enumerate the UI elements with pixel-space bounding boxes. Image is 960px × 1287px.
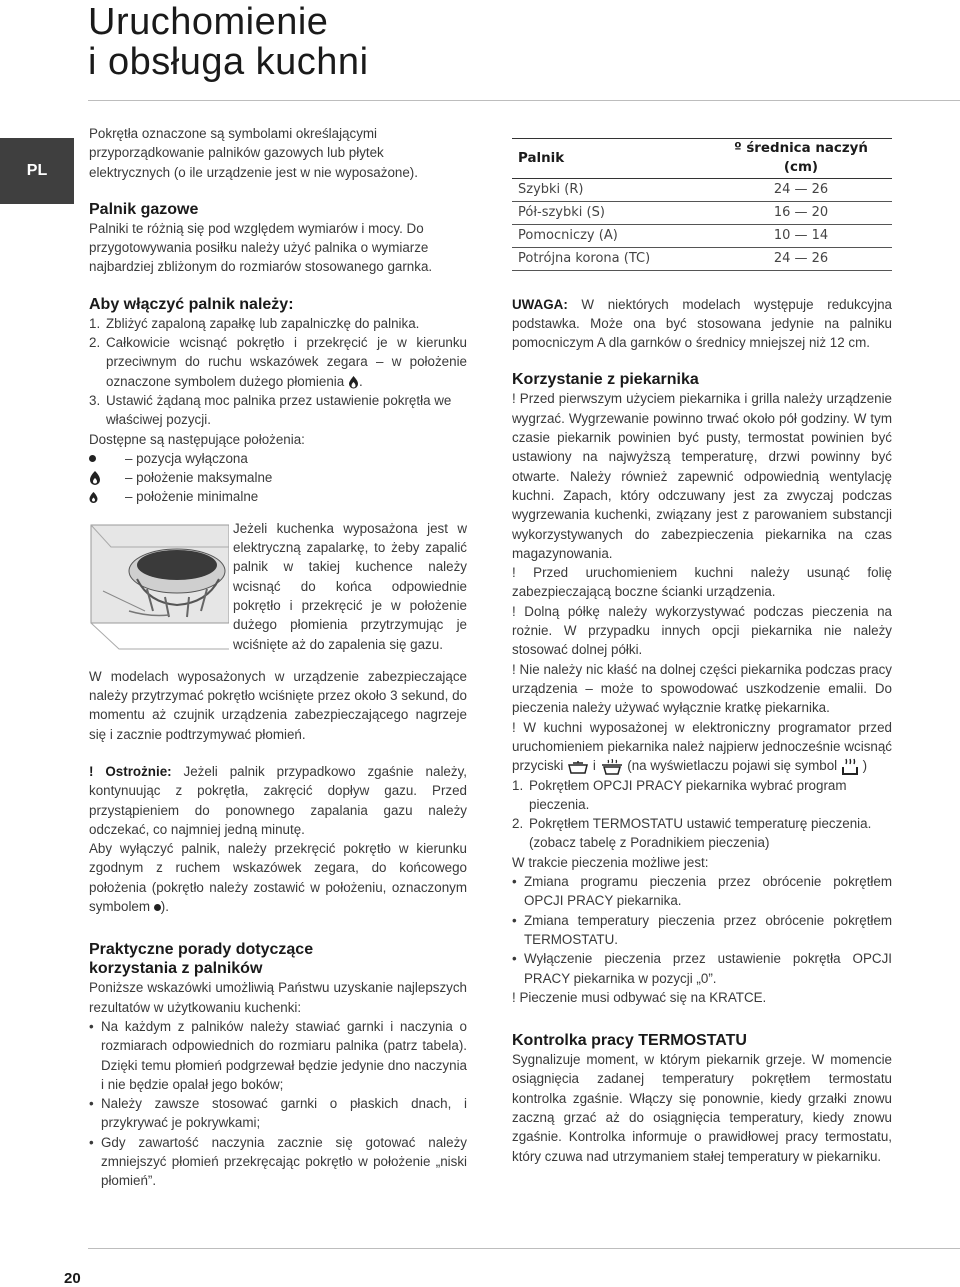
column-header: º średnica naczyń (cm): [710, 139, 892, 179]
oven-step: 2. Pokrętłem TERMOSTATU ustawić temperaturę pieczenia. (zobacz tabelę z Poradnikiem pieczenia): [512, 816, 872, 851]
thermostat-heading: Kontrolka pracy TERMOSTATU: [512, 1032, 747, 1050]
oven-paragraph: ! Dolną półkę należy wykorzystywać podczas pieczenia na rożnie. W przypadku innych opcji piekarnika nie należy stosować dolnej półki.: [512, 603, 892, 658]
safety-device-text: W modelach wyposażonych w urządzenie zabezpieczające należy przytrzymać pokrętło wciśnięte przez około 3 sekund, do momentu aż czujnik urządzenia zabezpieczającego nagrzeje się i zacznie podtrzymywać płomień.: [89, 668, 467, 742]
thermostat-text: Sygnalizuje moment, w którym piekarnik grzeje. W momencie osiągnięcia zadanej temperatury pokrętłem termostatu kontrolka zgaśnie. Włączy się ponownie, kiedy grzałki znowu zaczną grzać aż do osiągnięcia temperatury, kiedy znowu zgaśnie. Kontrolka informuje o prawidłowej pracy termostatu, który czuwa nad utrzymaniem stałej temperatury w piekarniku.: [512, 1052, 892, 1164]
step-item: 1. Zbliżyć zapaloną zapałkę lub zapalniczkę do palnika.: [89, 315, 420, 331]
header-rule: [88, 100, 960, 101]
oven-heading: Korzystanie z piekarnika: [512, 371, 699, 389]
page-title: [88, 2, 369, 82]
table-row: Pomocniczy (A) 10 — 14: [512, 224, 892, 247]
left-column: [89, 124, 467, 1191]
grid-note: ! Pieczenie musi odbywać się na KRATCE.: [512, 989, 767, 1005]
oven-paragraph: ! Nie należy nic kłaść na dolnej części piekarnika podczas pracy urządzenia – może to spowodować uszkodzenie emalii. Do pieczenia należy używać wyłącznie kratkę piekarnika.: [512, 661, 892, 716]
small-flame-icon: [89, 492, 98, 503]
positions-intro: Dostępne są następujące położenia:: [89, 431, 305, 447]
position-max: – położenie maksymalne: [89, 468, 467, 487]
gas-burner-heading: Palnik gazowe: [89, 200, 199, 218]
during-item: • Wyłączenie pieczenia przez ustawienie pokrętła OPCJI PRACY piekarnika w pozycji „0”.: [512, 951, 892, 986]
large-flame-icon: [89, 471, 101, 485]
step-item: 3. Ustawić żądaną moc palnika przez ustawienie pokrętła we właściwej pozycji.: [89, 392, 452, 428]
table-header-row: [512, 139, 892, 179]
step-item: 2. Całkowicie wcisnąć pokrętło i przekręcić je w kierunku przeciwnym do ruchu wskazówek zegara – w położenie oznaczone symbolem dużego płomienia .: [89, 335, 467, 389]
oven-step: 1. Pokrętłem OPCJI PRACY piekarnika wybrać program pieczenia.: [512, 777, 847, 812]
burner-table: [512, 138, 892, 271]
position-off: – pozycja wyłączona: [89, 449, 467, 468]
during-item: • Zmiana programu pieczenia przez obrócenie pokrętłem OPCJI PRACY piekarnika.: [512, 874, 892, 909]
title-line-2: i obsługa kuchni: [88, 41, 369, 83]
column-header: Palnik: [512, 139, 710, 179]
gas-burner-text: Palniki te różnią się pod względem wymiarów i mocy. Do przygotowywania posiłku należy użyć palnika o wymiarze najbardziej zbliżonym do rozmiarów stosowanego garnka.: [89, 220, 433, 275]
tip-item: • Na każdym z palników należy stawiać garnki i naczynia o rozmiarach odpowiednich do rozmiaru palnika (patrz tabela). Dzięki temu płomień podgrzewał będzie jedynie dno naczynia i nie będzie opalał jego boków;: [89, 1018, 467, 1092]
programmer-text: ! W kuchni wyposażonej w elektroniczny programator przed uruchomieniem piekarnika należ najpierw jednocześnie wcisnąć przyciski i (na wyświetlaczu pojawi się symbol ): [512, 718, 892, 776]
tip-item: • Należy zawsze stosować garnki o płaskich dnach, i przykrywać je pokrywkami;: [89, 1096, 467, 1131]
caution-label: ! Ostrożnie:: [89, 763, 172, 779]
pot-steam-icon: [600, 759, 624, 775]
ignite-heading: Aby włączyć palnik należy:: [89, 295, 294, 313]
turn-off-text: Aby wyłączyć palnik, należy przekręcić pokrętło w kierunku zgodnym z ruchem wskazówek zegara, do końcowego położenia (pokrętło należy zostawić w położeniu, oznaczonym symbolem ).: [89, 841, 467, 915]
note-label: UWAGA:: [512, 296, 568, 312]
table-row: Pół-szybki (S) 16 — 20: [512, 201, 892, 224]
cooking-symbol-icon: [841, 758, 859, 776]
note-text: UWAGA: W niektórych modelach występuje redukcyjna podstawka. Może ona być stosowana jedynie na palniku pomocniczym A dla garnków o średnicy mniejszej niż 12 cm.: [512, 296, 892, 351]
cooking-pot-icon: [567, 760, 589, 774]
table-row: Potrójna korona (TC) 24 — 26: [512, 247, 892, 270]
table-row: Szybki (R) 24 — 26: [512, 178, 892, 201]
large-flame-icon: [348, 376, 359, 389]
oven-paragraph: ! Przed uruchomieniem kuchni należy usunąć folię zabezpieczającą boczne ścianki urządzenia.: [512, 565, 892, 600]
intro-text: Pokrętła oznaczone są symbolami określającymi przyporządkowanie palników gazowych lub płytek elektrycznych (o ile urządzenie jest w nie wyposażone).: [89, 126, 418, 180]
caution-text: ! Ostrożnie: Jeżeli palnik przypadkowo zgaśnie należy, kontynuując z pokrętła, zakręcić dopływ gazu. Przed przystąpieniem do ponownego zapalania gazu należy odczekać, co najmniej jedną minutę.: [89, 763, 467, 837]
during-intro: W trakcie pieczenia możliwe jest:: [512, 854, 709, 870]
page-number: 20: [64, 1270, 81, 1287]
ignition-figure-block: [89, 519, 467, 657]
tips-heading: Praktyczne porady dotyczące korzystania z palników: [89, 941, 314, 978]
position-min: – położenie minimalne: [89, 487, 467, 506]
off-dot-icon: [154, 904, 161, 911]
burner-illustration: [89, 519, 229, 657]
right-column: [512, 138, 892, 1166]
title-line-1: Uruchomienie: [88, 1, 329, 43]
tips-intro: Poniższe wskazówki umożliwią Państwu uzyskanie najlepszych rezultatów w użytkowaniu kuchenki:: [89, 980, 467, 1015]
oven-paragraph: ! Przed pierwszym użyciem piekarnika i grilla należy urządzenie wygrzać. Wygrzewanie powinno trwać około pół godziny. W tym czasie piekarnik powinien być pusty, termostat powinien być ustawiony na najwyższą temperaturę, drzwi powinny być otwarte. Należy również zapewnić odpowiednią wentylację kuchni. Zapach, który odczuwany jest za zwyczaj podczas wygrzewania kuchenki, związany jest z parowaniem substancji wykorzystywanych do zabezpieczenia piekarnika na czas magazynowania.: [512, 391, 892, 561]
tip-item: • Gdy zawartość naczynia zacznie się gotować należy zmniejszyć płomień przekręcając pokrętło w położenie „niski płomień”.: [89, 1134, 467, 1189]
during-item: • Zmiana temperatury pieczenia przez obrócenie pokrętłem TERMOSTATU.: [512, 912, 892, 947]
language-tab: PL: [0, 138, 74, 204]
off-dot-icon: [89, 455, 96, 462]
electric-ignition-text: Jeżeli kuchenka wyposażona jest w elektryczną zapalarkę, to żeby zapalić palnik w takiej kuchence należy wcisnąć do końca odpowiednie pokrętło i przekręcić je w położenie dużego płomienia przytrzymując je wciśnięte aż do zapalenia się gazu.: [233, 520, 467, 652]
footer-rule: [88, 1248, 960, 1249]
